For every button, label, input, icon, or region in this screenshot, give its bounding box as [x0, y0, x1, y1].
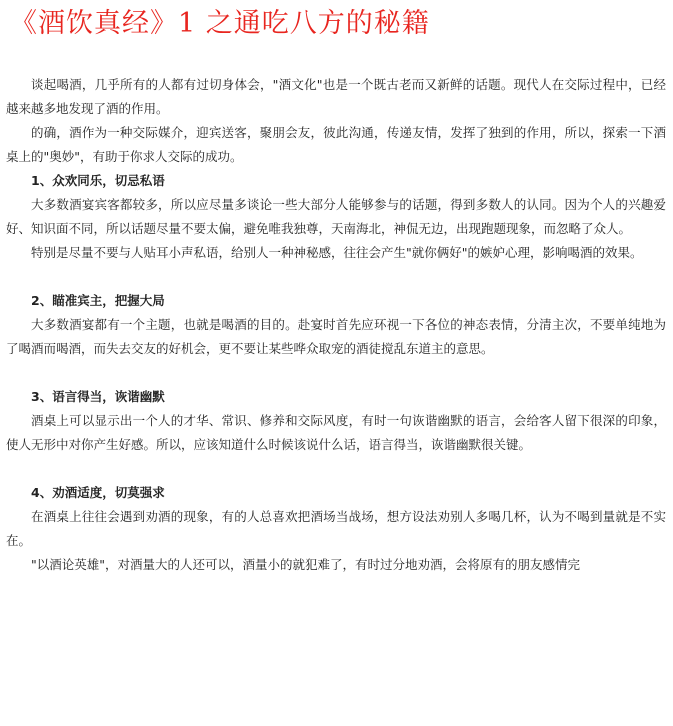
- intro-paragraph: 谈起喝酒，几乎所有的人都有过切身体会，"酒文化"也是一个既古老而又新鲜的话题。现代人在交际过程中，已经越来越多地发现了酒的作用。: [6, 77, 666, 116]
- document-title: 《酒饮真经》1 之通吃八方的秘籍: [10, 8, 430, 39]
- section-paragraph: "以酒论英雄"，对酒量大的人还可以，酒量小的就犯难了，有时过分地劝酒，会将原有的朋友感情完: [31, 557, 581, 572]
- section-heading: 4、劝酒适度，切莫强求: [31, 485, 165, 500]
- section-spacer: [6, 361, 666, 385]
- document-body: [6, 73, 666, 577]
- section-heading: 2、瞄准宾主，把握大局: [31, 293, 165, 308]
- section-paragraph: 在酒桌上往往会遇到劝酒的现象，有的人总喜欢把酒场当战场，想方设法劝别人多喝几杯，认为不喝到量就是不实在。: [6, 509, 666, 548]
- section-paragraph: 大多数酒宴宾客都较多，所以应尽量多谈论一些大部分人能够参与的话题，得到多数人的认同。因为个人的兴趣爱好、知识面不同，所以话题尽量不要太偏，避免唯我独尊，天南海北，神侃无边，出现跑题现象，而忽略了众人。: [6, 197, 666, 236]
- section-spacer: [6, 265, 666, 289]
- section-spacer: [6, 457, 666, 481]
- intro-paragraph: 的确，酒作为一种交际媒介，迎宾送客，聚朋会友，彼此沟通，传递友情，发挥了独到的作用，所以，探索一下酒桌上的"奥妙"，有助于你求人交际的成功。: [6, 125, 666, 164]
- section-heading: 3、语言得当，诙谐幽默: [31, 389, 165, 404]
- section-paragraph: 酒桌上可以显示出一个人的才华、常识、修养和交际风度，有时一句诙谐幽默的语言，会给客人留下很深的印象，使人无形中对你产生好感。所以，应该知道什么时候该说什么话，语言得当，诙谐幽默很关键。: [6, 413, 666, 452]
- section-paragraph: 特别是尽量不要与人贴耳小声私语，给别人一种神秘感，往往会产生"就你俩好"的嫉妒心理，影响喝酒的效果。: [31, 245, 643, 260]
- section-heading: 1、众欢同乐，切忌私语: [31, 173, 165, 188]
- section-paragraph: 大多数酒宴都有一个主题，也就是喝酒的目的。赴宴时首先应环视一下各位的神态表情，分清主次，不要单纯地为了喝酒而喝酒，而失去交友的好机会，更不要让某些哗众取宠的酒徒搅乱东道主的意思。: [6, 317, 666, 356]
